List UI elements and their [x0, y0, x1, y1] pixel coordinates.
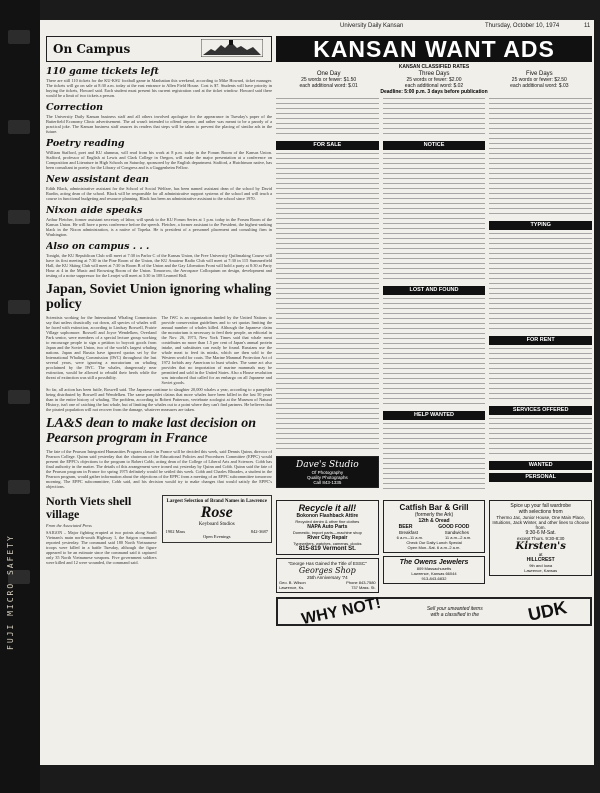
category-for-rent: FOR RENT — [489, 336, 592, 345]
ad-line: Typewriters, watches, cameras, clocks — [293, 541, 362, 546]
ad-sub: Of Photography — [311, 469, 344, 475]
film-hole — [8, 210, 30, 224]
ad-city: Lawrence, Ks. — [279, 585, 305, 590]
brief-body: William Stafford, poet and KU alumnus, will read from his work at 8 p.m. today in the Forum Room of the Kansas Union. Stafford, professor of English at Lewis and Clark College in Oregon, will make the major presentation at a conference on Composition and Literature in High Schools on Saturday, sponsored by the English department. Stafford, a Hutchinson native, has been consultant in poetry for the Library of Congress and is a Guggenheim Fellow. — [46, 150, 272, 170]
ad-line: NAPA Auto Parts — [307, 524, 348, 530]
rate-name: Five Days — [525, 71, 553, 77]
want-ads-banner: KANSAN WANT ADS — [276, 36, 592, 62]
rates-table — [276, 71, 592, 89]
ad-address: 809 Massachusetts — [416, 566, 452, 571]
brief-heading: Nixon aide speaks — [46, 205, 143, 216]
ad-address: 815-819 Vermont St. — [298, 546, 356, 552]
category-lost-found: LOST AND FOUND — [383, 286, 486, 295]
classified-text — [489, 418, 592, 458]
ad-special: Check Our Daily Lunch Special — [406, 540, 462, 545]
ad-sandwiches: Sandwiches — [444, 530, 469, 535]
brief-body: Arthur Fletcher, former assistant secretary of labor, will speak to the KU Forum Series at 1 p.m. today in the Forum Room of the Kansas Union. He will have a press conference before the speech. Fletcher, a former assistant to the President, the highest-ranking black in the Nixon administration, is a native of Topeka. He is president of a personnel placement and consulting firm in Washington. — [46, 217, 272, 237]
classified-text — [383, 298, 486, 408]
whaling-text-3: So far, all action has been futile, Boswell said. The Japanese continue to slaughter 20,000 whales a year, according to a pamphlet being distributed by Boswell and Wendelken. The same pamphlet claims that more whales have been killed in the last 50 years than in the entire history of whaling. The problem, according to Robert Patterson, vertebrate zoologist at the Museum of Natural History, isn't one of catching the last whale, but of limiting the whales out to a point where they can't find partners. He believes that the pirated population will not recover from the damage, whatever measures are taken. — [46, 387, 272, 412]
rate-words: 25 words or fewer: $1.50 — [301, 77, 357, 83]
film-strip — [0, 0, 40, 793]
ad-food: GOOD FOOD — [438, 524, 470, 530]
rate-words: 25 words or fewer: $2.50 — [511, 77, 567, 83]
rose-keyboard-ad — [162, 495, 273, 543]
category-wanted: WANTED — [489, 461, 592, 470]
ad-line: with selections from — [518, 509, 563, 515]
paper-name: University Daily Kansan — [340, 23, 404, 29]
vietnam-body: SAIGON – Major fighting erupted at two points along South Vietnam's main north-south Highway 1, the Saigon command reported yesterday. The command said 180 North Vietnamese troops were killed in a battle Tuesday, although the figure appeared to be an estimate since the command said it captured only 35 North Vietnamese weapons. Five government soldiers were killed and 12 were wounded, the command said. — [46, 530, 157, 565]
whaling-text-2: The IWC is an organization funded by the United Nations to provide conservation guidelines and to set quotas limiting the annual number of whales killed. Although the Japanese claim the moratorium is necessary to feed their people, an editorial in the Nov. 26, 1973, New York Times said that whale meat contributes no more than 1.5 per cent of Japan's annual protein intake, and substitutes can easily be found. Russians use the whale meat to feed its minks, which are then sold to the Western world for coats. The Marine Mammal Protection Act of 1972 forbids any American to hunt whales. The same act also provides that no importation of marine mammals may be permitted and sold in the United States. Also a House resolution was introduced that called for an embargo on all Japanese and Soviet goods. — [161, 315, 272, 385]
brief-heading: 110 game tickets left — [46, 66, 159, 77]
ad-open: Open Evenings — [202, 534, 231, 539]
ad-name: Georges Shop — [298, 566, 356, 575]
film-hole — [8, 300, 30, 314]
ad-middle-text: Sell your unwanted items with a classified in the — [426, 605, 483, 618]
classifieds-section — [276, 36, 592, 761]
category-typing: TYPING — [489, 221, 592, 230]
ad-title: Largest Selection of Brand Names in Lawrence — [166, 499, 267, 504]
ad-anniv: 25th Anniversary '74 — [307, 575, 348, 580]
classified-columns — [276, 98, 592, 493]
rate-name: Three Days — [418, 71, 450, 77]
classified-text — [383, 98, 486, 138]
ad-breakfast: Breakfast — [399, 530, 419, 535]
ad-brand-sub: Keyboard Studios — [198, 522, 235, 527]
why-not-ad — [276, 594, 592, 628]
classified-text — [489, 348, 592, 403]
ads-col-b — [383, 497, 486, 593]
ad-line: Domestic, import parts—machine shop — [292, 530, 362, 535]
ad-phone: 842-3687 — [250, 529, 268, 534]
display-ads-row — [276, 497, 592, 593]
category-services: SERVICES OFFERED — [489, 406, 592, 415]
ad-brand-name: Rose — [200, 504, 233, 521]
ad-name: Dave's Studio — [296, 459, 359, 470]
ad-address: 12th & Oread — [418, 518, 450, 524]
brief-heading: Correction — [46, 102, 103, 113]
daves-studio-ad — [276, 456, 379, 488]
ad-name: Kirsten's — [515, 541, 566, 552]
catfish-ad — [383, 500, 486, 553]
brief-tickets — [46, 66, 272, 98]
page-number: 11 — [584, 23, 591, 29]
rate-five-days — [487, 71, 592, 89]
ad-title: Recycle it all! — [298, 503, 357, 513]
ad-hours: except Thurs. 9:30-8:30 — [516, 536, 565, 541]
brief-heading: Poetry reading — [46, 138, 125, 149]
left-column — [46, 36, 272, 761]
whaling-story — [46, 315, 272, 387]
category-notice: NOTICE — [383, 141, 486, 150]
ad-sandwich-time: 11 a.m.–2 a.m. — [444, 535, 472, 540]
deadline: Deadline: 5:00 p.m. 3 days before publication — [380, 89, 488, 95]
ad-open: Open Mon.-Sat. 6 a.m.-2 a.m. — [407, 545, 461, 550]
classified-col-2 — [383, 98, 486, 493]
ad-owner: Geo. B. Wilson — [279, 580, 306, 585]
film-hole — [8, 30, 30, 44]
georges-ad — [276, 558, 379, 593]
rate-one-day — [276, 71, 381, 89]
ad-address: 9th and Iowa — [529, 563, 553, 568]
brief-dean — [46, 174, 272, 201]
ad-city: Lawrence, Kansas 66044 — [411, 571, 457, 576]
vietnam-headline: North Viets shell village — [46, 494, 132, 521]
campus-skyline-icon — [201, 39, 263, 57]
ad-address: 1902 Mass — [165, 529, 186, 534]
ad-phone: Phone 843-7580 — [346, 580, 376, 585]
ad-udk: UDK — [525, 597, 569, 625]
ad-name: The Owens Jewelers — [399, 559, 469, 566]
ad-location: HILLCREST — [526, 557, 555, 563]
film-hole — [8, 480, 30, 494]
ad-line: Recycled denim & other fine clothes — [295, 519, 360, 524]
whaling-headline: Japan, Soviet Union ignoring whaling policy — [46, 282, 272, 312]
jewelers-ad — [383, 556, 486, 584]
ads-col-c — [489, 497, 592, 593]
brief-poetry — [46, 138, 272, 170]
ad-beer: BEER — [398, 524, 413, 530]
dean-headline: LA&S dean to make last decision on Pearson program in France — [46, 416, 257, 446]
ad-title: Catfish Bar & Grill — [399, 503, 469, 512]
ad-brands: Thermo Jac, Junior House, One Main Place, Intuitions, Jack Winter, and other lines to choose from. — [492, 515, 589, 530]
film-hole — [8, 390, 30, 404]
rate-extra: each additional word: $.01 — [299, 83, 358, 89]
brief-heading: Also on campus . . . — [46, 241, 150, 252]
recycle-ad — [276, 500, 379, 555]
category-help-wanted: HELP WANTED — [383, 411, 486, 420]
ad-at: at — [538, 552, 543, 557]
ad-phone: Call 843-1335 — [313, 479, 342, 485]
whaling-text-1: Scientists working for the International Whaling Commission say that unless drastically cut down, all species of whales will be faced with extinction, according to Lindsay Boswell, Prairie Village sophomore. Boswell and Joyce Wendelken, Overland Park senior, were members of a special lecture group working to encourage people to sign a petition to boycott goods from Japan and the Soviet Union, two of the world's largest whaling nations. Japan and Russia have ignored quotas set by the International Whaling Commission (IWC) throughout the last several years, were ignoring a moratorium on whaling proclaimed by the IWC. The whales, dangerously near extinction, would be allowed to rebuild their herds while the threat of extinction was still a possibility. — [46, 315, 157, 380]
on-campus-label: On Campus — [53, 42, 131, 56]
brief-also — [46, 241, 272, 278]
ad-line: River City Repair — [307, 535, 348, 541]
classified-text — [276, 153, 379, 453]
rate-extra: each additional word: $.03 — [510, 83, 569, 89]
rate-words: 25 words or fewer: $2.00 — [406, 77, 462, 83]
ad-line: Quality Photographs — [306, 474, 348, 480]
ad-title: "George Has Gained the Title of ESSC" — [287, 561, 367, 566]
brief-correction — [46, 102, 272, 134]
ad-hours: 9:30-6 M-Sat. — [525, 530, 556, 536]
ad-phone: 913-843-6832 — [421, 576, 447, 581]
classified-text — [276, 98, 379, 138]
brief-heading: New assistant dean — [46, 174, 149, 185]
lower-left-row — [46, 491, 272, 567]
classified-col-1 — [276, 98, 379, 493]
classified-text — [383, 423, 486, 493]
brief-body: Tonight, the KU Republican Club will meet at 7:30 in Parlor C of the Kansas Union, the Free University Quiltmaking Course will have its first meeting at 7:30 in the Pine Room of the Union, the KU Amateur Radio Club will meet at 7:30 in 115 Summerfield Hall, the KU Skiing Club will meet at 7:30 in Room B of the Union and the Gay Liberation Front will hold a party at 8:30 at Party Hour at 4 in the Music and Browsing Room of the Union. Tomorrow, the Aerospace Colloquium on design, development and testing of a noise suppressor for the Learjet will meet at 3:30 in 108 Learned Hall. — [46, 253, 272, 278]
rate-three-days — [381, 71, 486, 89]
brief-body: The University Daily Kansan business staff and all others involved apologize for the appearance in Tuesday's paper of the Butterfield Economy Clinic advertisement. The ad wasn't intended to offend anyone, and rather was meant to be a parody of a practical joke. The Kansan business staff assures its readers that steps will be taken to prevent the placing of similar ads in the future. — [46, 114, 272, 134]
classified-col-3 — [489, 98, 592, 493]
ad-sub: (formerly the Ark) — [414, 512, 454, 518]
category-personal: PERSONAL — [489, 473, 592, 482]
ads-col-a — [276, 497, 379, 593]
ad-breakfast-time: 6 a.m.–11 a.m. — [396, 535, 424, 540]
brief-body: There are still 110 tickets for the KU-KSU football game in Manhattan this weekend, according to Mike Howard, ticket manager. The tickets will go on sale at 8:30 a.m. today at the east entrance to Allen Field House. Cost is $7. Students will have priority in buying the tickets, Howard said. Each student must present his current registration card at the ticket window. Howard said there would be a limit of two tickets a person. — [46, 78, 272, 98]
page-header — [40, 20, 594, 34]
ad-why-not: WHY NOT! — [300, 594, 383, 628]
film-hole — [8, 120, 30, 134]
rate-extra: each additional word: $.02 — [404, 83, 464, 89]
film-edge-text: FUJI MICRO SAFETY — [6, 534, 15, 650]
on-campus-box — [46, 36, 272, 62]
classified-text — [489, 98, 592, 218]
ad-line: Bokonon Flashback Attire — [296, 513, 359, 519]
page-date: Thursday, October 10, 1974 — [485, 23, 560, 29]
dean-body: The fate of the Pearson Integrated Humanities Program classes in France will be decided this week, said Dennis Quinn, director of Pearson College. Quinn said yesterday that the chairman of the Educational Policies and Procedures Committee (EPPC) would present the EPPC's objections to the program to Robert Cobb, acting dean of the College of Liberal Arts and Sciences. Cobb has final authority in the matter. The details of this arrangement were ironed out yesterday by Quinn and Cobb. Quinn said the fate of the Pearson program in France for spring 1975 definitely would be settled this week. Cobb and Charles Rhoades, a student in the Pearson program, would gather information about the objections of the EPPC from a meeting of an EPPC subcommittee tomorrow morning. The EPPC subcommittee, Cobb said, and his decision would try to make changes that would satisfy the EPPC's objections. — [46, 449, 272, 489]
ad-street: 737 Mass. St. — [351, 585, 376, 590]
rate-name: One Day — [316, 71, 341, 77]
classified-text — [383, 153, 486, 283]
newspaper-page — [40, 20, 594, 765]
brief-body: Edith Black, administrative assistant for the School of Social Welfare, has been named assistant dean of the school by David Rardin, acting dean of the school. Black will be responsible for all administrative support systems of the school and will teach a course in functional budgeting and resource planning. Black has been an administrative assistant to the school since 1970. — [46, 186, 272, 201]
ad-line: Spice up your fall wardrobe — [510, 503, 571, 509]
rates-title: KANSAN CLASSIFIED RATES — [398, 64, 470, 70]
kirstens-ad — [489, 500, 592, 576]
classified-text — [489, 233, 592, 333]
ad-city: Lawrence, Kansas — [524, 568, 558, 573]
vietnam-byline: From the Associated Press — [46, 523, 92, 528]
category-for-sale: FOR SALE — [276, 141, 379, 150]
brief-nixon — [46, 205, 272, 237]
